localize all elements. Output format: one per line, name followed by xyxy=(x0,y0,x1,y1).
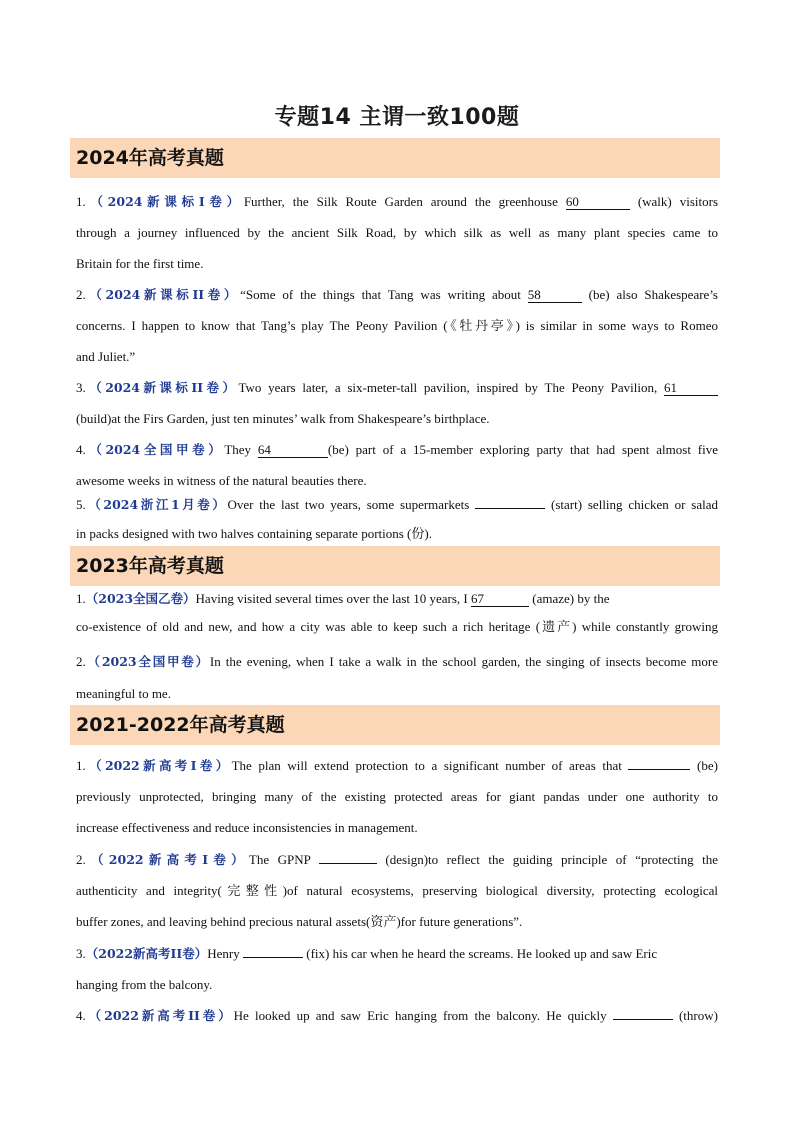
answer-blank[interactable] xyxy=(613,1019,673,1020)
question-number: 2. xyxy=(76,852,86,867)
question-text: meaningful to me. xyxy=(76,686,171,701)
question-source: （2024新课标II卷） xyxy=(85,287,241,302)
question-text: Britain for the first time. xyxy=(76,256,204,271)
answer-blank[interactable] xyxy=(628,769,690,770)
question-2024-1 xyxy=(76,186,718,279)
question-text: and Juliet.” xyxy=(76,349,136,364)
answer-blank[interactable]: 58 xyxy=(528,288,582,303)
question-text: The GPNP xyxy=(248,852,319,867)
question-text: awesome weeks in witness of the natural beauties there. xyxy=(76,473,367,488)
question-number: 4. xyxy=(76,1008,86,1023)
question-2023-2 xyxy=(76,646,718,710)
question-text: Two years later, a six-meter-tall pavilion, inspired by The Peony Pavilion, xyxy=(238,380,664,395)
question-text: in packs designed with two halves containing separate portions (份). xyxy=(76,526,432,541)
question-text: (walk) visitors xyxy=(629,194,718,209)
question-text: buffer zones, and leaving behind precious natural assets(资产)for future generations”. xyxy=(76,914,523,929)
question-source: （2022新高考II卷） xyxy=(85,946,208,961)
question-text: hanging from the balcony. xyxy=(76,977,213,992)
question-text: Having visited several times over the last 10 years, I xyxy=(195,591,471,606)
answer-blank[interactable]: 61 xyxy=(664,381,718,396)
question-text: (start) selling chicken or salad xyxy=(545,497,718,512)
question-2024-5 xyxy=(76,490,718,548)
question-number: 2. xyxy=(76,287,86,302)
question-number: 1. xyxy=(76,758,86,773)
question-2024-2 xyxy=(76,279,718,372)
answer-blank[interactable] xyxy=(475,508,545,509)
question-number: 4. xyxy=(76,442,86,457)
question-text: previously unprotected, bringing many of the existing protected areas for giant pandas under one authority to xyxy=(76,789,718,804)
question-text: (fix) his car when he heard the screams. He looked up and saw Eric xyxy=(303,946,658,961)
question-text: increase effectiveness and reduce inconsistencies in management. xyxy=(76,820,418,835)
question-text: Further, the Silk Route Garden around the greenhouse xyxy=(243,194,566,209)
question-source: （2024全国甲卷） xyxy=(85,442,225,457)
answer-blank[interactable]: 67 xyxy=(471,592,529,607)
answer-blank[interactable]: 60 xyxy=(566,195,630,210)
question-2022-3 xyxy=(76,938,718,1000)
question-text: authenticity and integrity(完整性)of natural ecosystems, preserving biological diversity, protecting ecological xyxy=(76,883,718,898)
question-number: 5. xyxy=(76,497,86,512)
section-heading-2021-2022: 2021-2022年高考真题 xyxy=(70,705,720,745)
question-text: concerns. I happen to know that Tang’s play The Peony Pavilion (《牡丹亭》) is similar in some ways to Romeo xyxy=(76,318,718,333)
section-heading-2024: 2024年高考真题 xyxy=(70,138,720,178)
question-number: 1. xyxy=(76,194,86,209)
question-text: In the evening, when I take a walk in the school garden, the singing of insects become more xyxy=(209,654,718,669)
question-number: 3. xyxy=(76,380,86,395)
question-2022-1 xyxy=(76,750,718,843)
question-number: 1. xyxy=(76,591,86,606)
question-source: （2023全国乙卷） xyxy=(85,591,196,606)
question-2024-3 xyxy=(76,372,718,434)
question-text: “Some of the things that Tang was writing about xyxy=(240,287,528,302)
question-source: （2022新高考I卷） xyxy=(85,852,249,867)
question-text: (be) xyxy=(690,758,718,773)
question-source: （2023全国甲卷） xyxy=(85,654,210,669)
question-text: co-existence of old and new, and how a city was able to keep such a rich heritage (遗产) while constantly growing xyxy=(76,619,718,634)
question-2022-2 xyxy=(76,844,718,937)
question-text: (build)at the Firs Garden, just ten minutes’ walk from Shakespeare’s birthplace. xyxy=(76,411,490,426)
question-source: （2024新课标II卷） xyxy=(85,380,239,395)
question-text: (amaze) by the xyxy=(529,591,610,606)
question-source: （2022新高考I卷） xyxy=(85,758,232,773)
question-2024-4 xyxy=(76,434,718,496)
question-source: （2022新高考II卷） xyxy=(85,1008,234,1023)
question-text: They xyxy=(224,442,258,457)
question-text: Henry xyxy=(207,946,243,961)
question-number: 3. xyxy=(76,946,86,961)
question-2023-1 xyxy=(76,585,718,641)
page-title: 专题14 主谓一致100题 xyxy=(274,105,520,130)
question-text: (throw) xyxy=(672,1008,718,1023)
question-text: (be) also Shakespeare’s xyxy=(581,287,718,302)
question-number: 2. xyxy=(76,654,86,669)
question-source: （2024浙江1月卷） xyxy=(85,497,228,512)
question-text: through a journey influenced by the ancient Silk Road, by which silk as well as many plant species came to xyxy=(76,225,718,240)
question-2022-4 xyxy=(76,1000,718,1031)
question-text: Over the last two years, some supermarkets xyxy=(227,497,476,512)
question-text: (design)to reflect the guiding principle of “protecting the xyxy=(376,852,719,867)
section-heading-2023: 2023年高考真题 xyxy=(70,546,720,586)
question-text: He looked up and saw Eric hanging from the balcony. He quickly xyxy=(233,1008,613,1023)
question-text: The plan will extend protection to a significant number of areas that xyxy=(231,758,629,773)
question-source: （2024新课标I卷） xyxy=(85,194,244,209)
answer-blank[interactable]: 64 xyxy=(258,443,328,458)
question-text: (be) part of a 15-member exploring party that had spent almost five xyxy=(327,442,718,457)
answer-blank[interactable] xyxy=(319,863,377,864)
answer-blank[interactable] xyxy=(243,957,303,958)
